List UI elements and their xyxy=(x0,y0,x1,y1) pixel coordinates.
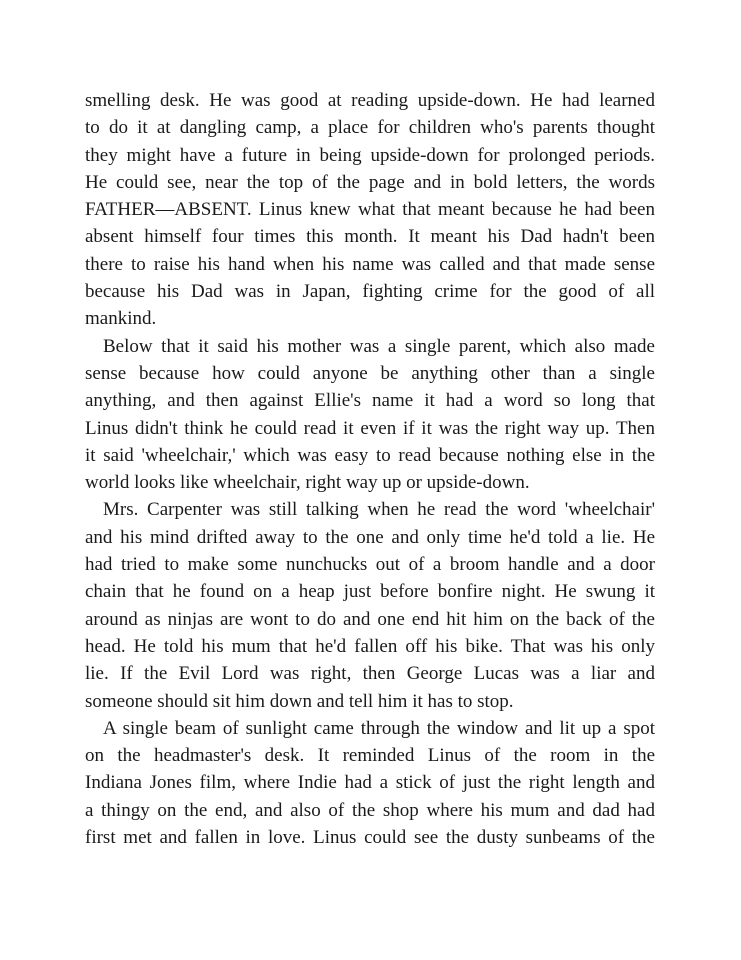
text-line: A single beam of sunlight came through the window and lit up a spot xyxy=(103,717,655,739)
text-line: they might have a future in being upside-down for prolonged periods. xyxy=(85,144,655,166)
text-line: Indiana Jones film, where Indie had a stick of just the right length and xyxy=(85,772,655,794)
text-line: Mrs. Carpenter was still talking when he read the word 'wheelchair' xyxy=(103,499,655,521)
book-page xyxy=(85,87,655,851)
paragraph-2 xyxy=(85,333,655,497)
text-line: around as ninjas are wont to do and one end hit him on the back of the xyxy=(85,608,655,630)
text-line: Below that it said his mother was a single parent, which also made xyxy=(103,335,655,357)
text-line: Linus didn't think he could read it even if it was the right way up. Then xyxy=(85,417,655,439)
text-line: chain that he found on a heap just before bonfire night. He swung it xyxy=(85,581,655,603)
paragraph-3 xyxy=(85,496,655,714)
paragraph-1 xyxy=(85,87,655,333)
text-line: and his mind drifted away to the one and only time he'd told a lie. He xyxy=(85,526,655,548)
text-line: it said 'wheelchair,' which was easy to read because nothing else in the xyxy=(85,444,655,466)
text-line: He could see, near the top of the page and in bold letters, the words xyxy=(85,171,655,193)
text-line: world looks like wheelchair, right way up or upside-down. xyxy=(85,472,530,494)
text-line: FATHER—ABSENT. Linus knew what that meant because he had been xyxy=(85,199,655,221)
text-line: because his Dad was in Japan, fighting crime for the good of all xyxy=(85,281,655,303)
text-line: there to raise his hand when his name was called and that made sense xyxy=(85,253,655,275)
text-line: had tried to make some nunchucks out of a broom handle and a door xyxy=(85,554,655,576)
paragraph-4 xyxy=(85,715,655,851)
text-line: to do it at dangling camp, a place for children who's parents thought xyxy=(85,117,655,139)
text-line: lie. If the Evil Lord was right, then George Lucas was a liar and xyxy=(85,663,655,685)
text-line: smelling desk. He was good at reading upside-down. He had learned xyxy=(85,90,655,111)
text-line: on the headmaster's desk. It reminded Linus of the room in the xyxy=(85,745,655,767)
text-line: a thingy on the end, and also of the shop where his mum and dad had xyxy=(85,799,655,821)
text-line: head. He told his mum that he'd fallen off his bike. That was his only xyxy=(85,635,655,657)
text-line: first met and fallen in love. Linus could see the dusty sunbeams of the xyxy=(85,827,655,849)
text-line: anything, and then against Ellie's name it had a word so long that xyxy=(85,390,655,412)
text-line: absent himself four times this month. It meant his Dad hadn't been xyxy=(85,226,655,248)
text-line: mankind. xyxy=(85,308,157,330)
text-line: someone should sit him down and tell him it has to stop. xyxy=(85,690,514,712)
text-line: sense because how could anyone be anything other than a single xyxy=(85,362,655,384)
